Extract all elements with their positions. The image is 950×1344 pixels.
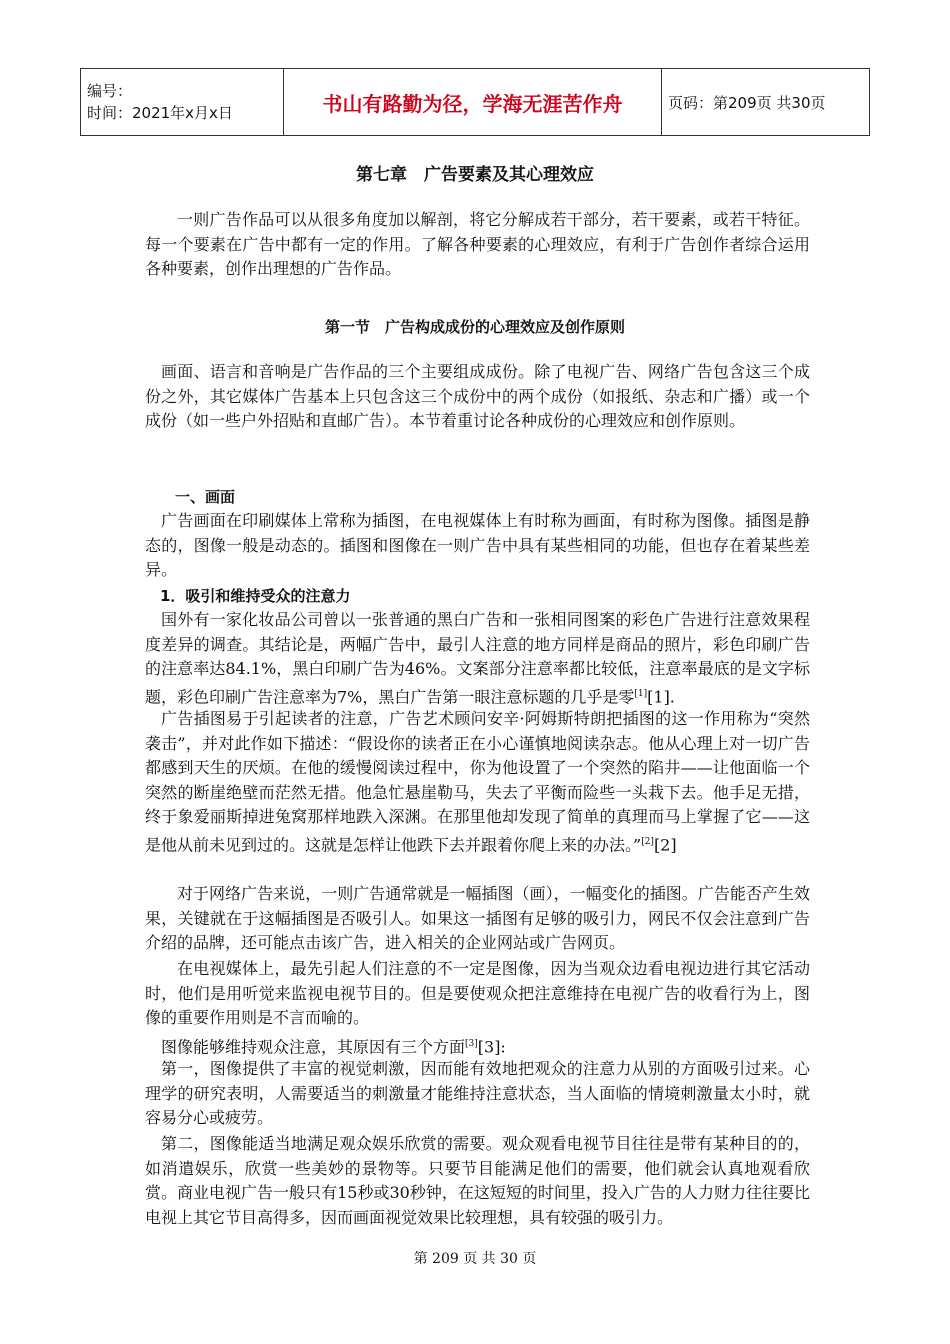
footnote-1-sup: [1] [634, 688, 648, 699]
footnote-2-sup: [2] [641, 836, 654, 847]
paragraph-picture-intro: 广告画面在印刷媒体上常称为插图，在电视媒体上有时称为画面，有时称为图像。插图是静态的，图像一般是动态的。插图和图像在一则广告中具有某些相同的功能，但也存在着某些差异。 [145, 511, 810, 579]
page-footer: 第 209 页 共 30 页 [413, 1251, 537, 1267]
paragraph-cosmetics-study [145, 608, 810, 709]
footnote-3-ref: [3]: [477, 1037, 506, 1057]
paragraph-surprise-text: 广告插图易于引起读者的注意，广告艺术顾问安辛·阿姆斯特朗把插图的这一作用称为“突然袭击”，并对此作如下描述：“假设你的读者正在小心谨慎地阅读杂志。他从心理上对一切广告都感到天生的厌烦。在他的缓慢阅读过程中，你为他设置了一个突然的陷井——让他面临一个突然的断崖绝壁而茫然无措。他急忙悬崖勒马，失去了平衡而险些一头栽下去。他手足无措，终于象爱丽斯掉进兔窝那样地跌入深渊。在那里他却发现了简单的真理而马上掌握了它——这是他从前未见到过的。这就是怎样让他跌下去并跟着你爬上来的办法。” [145, 709, 810, 854]
footnote-1-ref: [1]. [647, 686, 675, 706]
paragraph-three-reasons [145, 1032, 810, 1060]
paragraph-tv-media: 在电视媒体上，最先引起人们注意的不一定是图像，因为当观众边看电视边进行其它活动时，他们是用听觉来监视电视节目的。但是要使观众把注意维持在电视广告的收看行为上，图像的重要作用则是不言而喻的。 [145, 959, 810, 1027]
paragraph-reason-two: 第二，图像能适当地满足观众娱乐欣赏的需要。观众观看电视节目往往是带有某种目的的，如消遣娱乐，欣赏一些美妙的景物等。只要节目能满足他们的需要，他们就会认真地观看欣赏。商业电视广告一般只有15秒或30秒钟，在这短短的时间里，投入广告的人力财力往往要比电视上其它节目高得多，因而画面视觉效果比较理想，具有较强的吸引力。 [145, 1134, 810, 1227]
paragraph-web-ads: 对于网络广告来说，一则广告通常就是一幅插图（画），一幅变化的插图。广告能否产生效果，关键就在于这幅插图是否吸引人。如果这一插图有足够的吸引力，网民不仅会注意到广告介绍的品牌，还可能点击该广告，进入相关的企业网站或广告网页。 [145, 884, 810, 952]
footnote-3-sup: [3] [465, 1039, 478, 1049]
paragraph-cosmetics-text: 国外有一家化妆品公司曾以一张普通的黑白广告和一张相同图案的彩色广告进行注意效果程度差异的调查。其结论是，两幅广告中，最引人注意的地方同样是商品的照片，彩色印刷广告的注意率达84.1%，黑白印刷广告为46%。文案部分注意率都比较低，注意率最底的是文字标题，彩色印刷广告注意率为7%，黑白广告第一眼注意标题的几乎是零 [145, 610, 810, 706]
subheading-attention: 1．吸引和维持受众的注意力 [160, 587, 351, 605]
header-meta-cell [81, 69, 284, 136]
header-motto: 书山有路勤为径，学海无涯苦作舟 [284, 69, 662, 136]
chapter-title: 第七章 广告要素及其心理效应 [356, 165, 594, 185]
paragraph-surprise-attack [145, 707, 810, 857]
paragraph-three-reasons-text: 图像能够维持观众注意，其原因有三个方面 [161, 1037, 466, 1057]
intro-paragraph: 一则广告作品可以从很多角度加以解剖，将它分解成若干部分，若干要素，或若干特征。每一个要素在广告中都有一定的作用。了解各种要素的心理效应，有利于广告创作者综合运用各种要素，创作出理想的广告作品。 [145, 210, 810, 278]
date-label: 时间：2021年x月x日 [87, 104, 233, 122]
paragraph-reason-one: 第一，图像提供了丰富的视觉刺激，因而能有效地把观众的注意力从别的方面吸引过来。心理学的研究表明，人需要适当的刺激量才能维持注意状态，当人面临的情境刺激量太小时，就容易分心或疲劳。 [145, 1059, 810, 1127]
section-intro-paragraph: 画面、语言和音响是广告作品的三个主要组成成份。除了电视广告、网络广告包含这三个成份之外，其它媒体广告基本上只包含这三个成份中的两个成份（如报纸、杂志和广播）或一个成份（如一些户外招贴和直邮广告）。本节着重讨论各种成份的心理效应和创作原则。 [145, 362, 810, 430]
header-page-label: 页码：第209页 共30页 [662, 69, 870, 136]
heading-picture: 一、画面 [175, 488, 236, 506]
header-table [80, 68, 870, 136]
number-label: 编号： [87, 82, 133, 100]
section-title: 第一节 广告构成成份的心理效应及创作原则 [324, 318, 625, 336]
footnote-2-ref: [2] [653, 834, 677, 854]
